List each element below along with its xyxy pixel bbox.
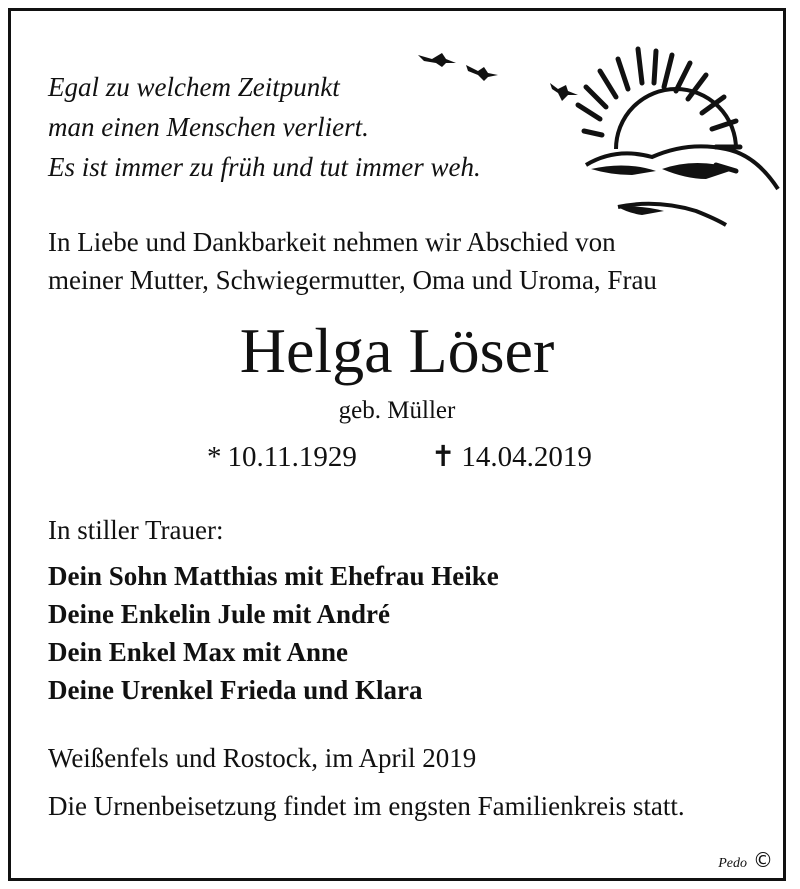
mourner-line: Dein Sohn Matthias mit Ehefrau Heike <box>48 561 499 591</box>
obituary-notice <box>8 8 786 881</box>
mourner-line: Deine Urenkel Frieda und Klara <box>48 675 423 705</box>
place-date: Weißenfels und Rostock, im April 2019 <box>48 743 477 773</box>
birth-star-icon: * <box>207 441 222 473</box>
poem-line: Es ist immer zu früh und tut immer weh. <box>48 152 481 182</box>
mourner-line: Dein Enkel Max mit Anne <box>48 637 349 667</box>
maiden-name: geb. Müller <box>338 397 456 424</box>
signature-text: Pedo <box>718 856 747 871</box>
bird-icon <box>550 83 578 101</box>
mourning-label: In stiller Trauer: <box>48 515 224 545</box>
death-date-group <box>431 439 592 475</box>
signature <box>718 848 773 872</box>
birth-date: 10.11.1929 <box>227 441 357 473</box>
poem-line: man einen Menschen verliert. <box>48 112 369 142</box>
intro-line: In Liebe und Dankbarkeit nehmen wir Abschied von <box>48 227 616 257</box>
intro-line: meiner Mutter, Schwiegermutter, Oma und Uroma, Frau <box>48 265 657 295</box>
birth-date-group <box>207 439 357 475</box>
copyright-icon: © <box>753 848 773 872</box>
poem-line: Egal zu welchem Zeitpunkt <box>48 72 340 102</box>
bird-icon <box>418 53 456 67</box>
deceased-name: Helga Löser <box>239 315 555 386</box>
burial-note: Die Urnenbeisetzung findet im engsten Familienkreis statt. <box>48 791 685 821</box>
death-date: 14.04.2019 <box>461 441 592 473</box>
intro-text <box>48 223 657 299</box>
mourner-line: Deine Enkelin Jule mit André <box>48 599 391 629</box>
bird-icon <box>466 65 498 81</box>
sunset-birds-icon <box>406 29 786 229</box>
cross-icon: ✝ <box>431 441 456 473</box>
mourners-list <box>48 557 499 709</box>
